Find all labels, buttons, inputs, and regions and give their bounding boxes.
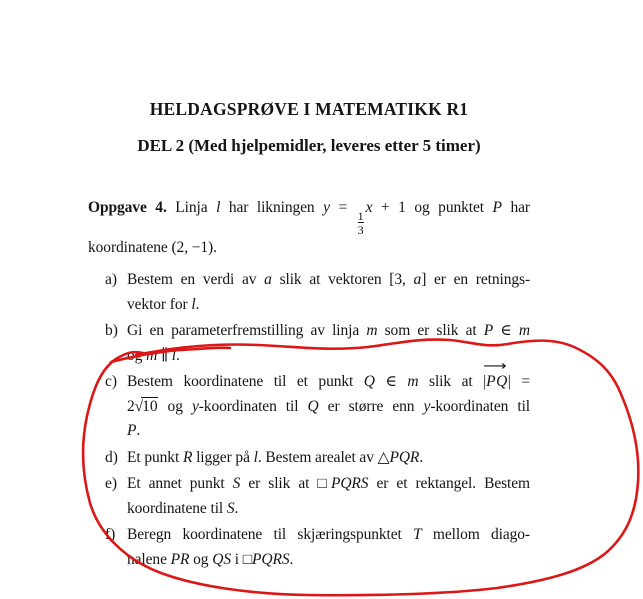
text-segment: Bestem en verdi av [127, 271, 265, 289]
exam-title: HELDAGSPRØVE I MATEMATIKK R1 [149, 99, 469, 119]
text-segment: QS [212, 550, 231, 568]
text-line [127, 268, 530, 293]
text-line [127, 344, 530, 369]
problem-intro [88, 196, 530, 260]
text-segment: y [423, 397, 431, 415]
exam-document [88, 99, 530, 572]
text-segment: som er slik at [377, 322, 484, 340]
text-segment: y [323, 199, 330, 216]
text-segment: P [483, 322, 494, 340]
text-segment: . [419, 448, 424, 466]
text-segment: Q [363, 373, 375, 391]
item-label-c: c) [105, 373, 118, 391]
text-segment: P [492, 199, 502, 216]
text-segment: og [127, 346, 147, 364]
item-text-b [127, 319, 530, 368]
text-segment: . [176, 346, 180, 364]
text-segment: mellom diago- [421, 526, 530, 544]
text-segment: Linja [166, 199, 217, 216]
text-segment: R [182, 448, 193, 466]
text-segment: er slik at □ [240, 475, 331, 493]
text-segment: m [366, 322, 378, 340]
text-segment: PQRS [252, 550, 290, 568]
text-segment: l [216, 199, 221, 216]
text-segment: | = [507, 373, 530, 391]
text-segment: ∈ [493, 322, 519, 340]
text-segment: + 1 og punktet [372, 199, 493, 216]
text-segment: ligger på [192, 448, 254, 466]
item-text-d [127, 446, 530, 471]
item-label-d: d) [105, 448, 118, 466]
problem-item-f [88, 523, 530, 572]
item-label-e: e) [105, 475, 118, 493]
text-segment: er større enn [318, 397, 424, 415]
text-segment: Beregn koordinatene til skjæringspunktet [127, 526, 414, 544]
text-segment: S [226, 499, 235, 517]
text-segment: a [264, 271, 272, 289]
text-segment: PR [170, 550, 190, 568]
square-root: √10 [134, 397, 158, 415]
text-line [127, 395, 530, 420]
text-segment: i □ [230, 550, 253, 568]
text-segment: ] er en retnings- [421, 271, 531, 289]
text-segment: ∈ [374, 373, 408, 391]
text-segment: . [234, 499, 239, 517]
text-segment: ∥ [157, 346, 172, 364]
problem-item-d [88, 446, 530, 471]
text-segment: . [289, 550, 294, 568]
text-segment: l [171, 346, 177, 364]
text-segment: Bestem koordinatene til et punkt [127, 373, 364, 391]
problem-item-a [88, 268, 530, 317]
text-segment: har [501, 199, 530, 216]
item-text-c [127, 359, 531, 444]
problem-item-list [88, 268, 530, 572]
text-segment: -koordinaten til [430, 397, 531, 415]
text-segment: PQRS [330, 475, 369, 493]
text-segment: Q [307, 397, 319, 415]
problem-item-c [88, 359, 531, 444]
item-label-b: b) [105, 322, 118, 340]
text-line [127, 497, 530, 522]
text-segment: l [191, 295, 196, 313]
text-segment: S [232, 475, 241, 493]
text-segment: l [253, 448, 258, 466]
text-line [88, 196, 530, 236]
vector-notation: ⟶ PQ [486, 370, 508, 395]
text-segment: P [127, 422, 137, 440]
fraction: $\frac{1}{3}$ [357, 208, 364, 237]
text-segment: T [413, 526, 422, 544]
text-segment: . Bestem arealet av △ [257, 448, 390, 466]
text-segment: er et rektangel. Bestem [368, 475, 530, 493]
text-segment: = [329, 199, 356, 216]
text-segment: koordinatene (2, −1). [88, 238, 217, 256]
text-line [127, 319, 530, 344]
text-segment: slik at vektoren [3, [271, 271, 414, 289]
text-segment: har likningen [220, 199, 324, 216]
text-segment: m [146, 346, 158, 364]
exam-subtitle: DEL 2 (Med hjelpemidler, leveres etter 5 timer) [137, 136, 481, 155]
text-segment: slik at | [418, 373, 487, 391]
text-segment: m [407, 373, 419, 391]
text-segment: y [191, 397, 199, 415]
item-text-e [127, 472, 530, 521]
text-line [127, 359, 530, 395]
text-segment: og [189, 550, 213, 568]
text-segment: 2 [127, 397, 135, 415]
text-segment: m [518, 322, 530, 340]
text-segment: . [136, 422, 141, 440]
text-segment: -koordinaten til [198, 397, 308, 415]
text-segment: PQR [389, 448, 420, 466]
item-label-a: a) [105, 271, 118, 289]
problem-item-e [88, 472, 530, 521]
text-segment: Et punkt [127, 448, 183, 466]
text-segment: . [195, 295, 200, 313]
text-segment: Et annet punkt [127, 475, 233, 493]
text-line [127, 446, 530, 471]
text-segment: Oppgave 4. [88, 199, 167, 216]
text-segment: Gi en parameterfremstilling av linja [127, 322, 367, 340]
text-segment: og [158, 397, 192, 415]
text-line [127, 523, 530, 548]
item-text-a [127, 268, 530, 317]
text-segment: x [365, 199, 373, 216]
problem-item-b [88, 319, 530, 368]
text-segment: nalene [127, 550, 171, 568]
text-line [127, 293, 530, 318]
vector-arrow-icon: ⟶ [483, 359, 507, 375]
text-line [127, 419, 530, 444]
item-label-f: f) [105, 526, 116, 544]
item-text-f [127, 523, 530, 572]
text-line [127, 472, 530, 497]
text-segment: a [413, 271, 422, 289]
text-line [88, 236, 530, 261]
text-segment: vektor for [127, 295, 192, 313]
text-line [127, 548, 530, 573]
text-segment: koordinatene til [127, 499, 227, 517]
